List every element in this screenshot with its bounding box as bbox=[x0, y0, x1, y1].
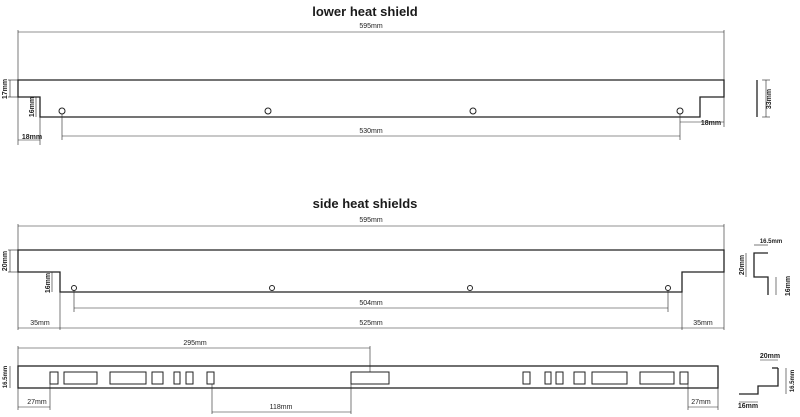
slotted-slot-reach: 295mm bbox=[183, 340, 207, 347]
side-offset-right: 35mm bbox=[693, 320, 713, 327]
lower-hole-span: 530mm bbox=[359, 128, 383, 135]
side-overall-length: 595mm bbox=[359, 217, 383, 224]
slotted-shield-drawing bbox=[10, 346, 786, 414]
side-hole-span: 504mm bbox=[359, 300, 383, 307]
lower-shield-outline bbox=[18, 80, 724, 117]
lower-overall-length: 595mm bbox=[359, 23, 383, 30]
slotted-shield-outline bbox=[18, 366, 718, 388]
side-height-left: 20mm bbox=[2, 250, 9, 272]
lower-height-left: 17mm bbox=[2, 78, 9, 100]
lower-step-width-left: 18mm bbox=[21, 134, 43, 141]
slotted-offset-left: 27mm bbox=[27, 399, 47, 406]
lower-heat-shield-title: lower heat shield bbox=[312, 4, 418, 19]
side-step-height: 16mm bbox=[45, 272, 52, 294]
side-heat-shields-title: side heat shields bbox=[312, 196, 418, 211]
slotted-slot-gap: 118mm bbox=[269, 404, 293, 411]
side-shield-outline bbox=[18, 250, 724, 292]
slotted-profile-height: 16.5mm bbox=[790, 369, 796, 393]
side-profile-height: 20mm bbox=[739, 254, 746, 276]
side-shield-drawing bbox=[8, 224, 776, 330]
lower-shield-drawing bbox=[8, 30, 770, 145]
slotted-height-left: 16.5mm bbox=[3, 365, 9, 389]
side-profile-top: 16.5mm bbox=[759, 239, 783, 245]
side-profile-depth: 16mm bbox=[785, 275, 792, 297]
slotted-offset-right: 27mm bbox=[691, 399, 711, 406]
side-offset-left: 35mm bbox=[30, 320, 50, 327]
lower-step-height: 16mm bbox=[29, 96, 36, 118]
slotted-profile-top: 20mm bbox=[759, 353, 781, 360]
lower-step-width-right: 18mm bbox=[700, 120, 722, 127]
side-inner-span: 525mm bbox=[359, 320, 383, 327]
slotted-profile-bottom: 16mm bbox=[737, 403, 759, 410]
lower-profile-height: 33mm bbox=[766, 88, 773, 110]
